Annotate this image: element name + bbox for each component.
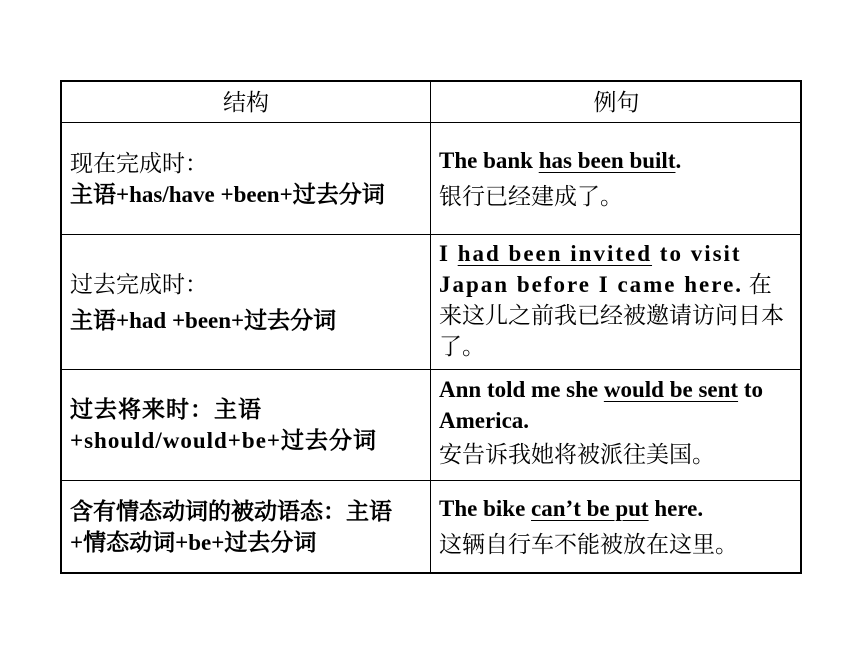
example-post: here. xyxy=(648,496,704,521)
example-cell xyxy=(431,481,800,572)
example-translation: 这辆自行车不能被放在这里。 xyxy=(439,532,738,557)
structure-line: 主语+has/have +been+过去分词 xyxy=(70,181,385,207)
structure-cell xyxy=(62,370,431,480)
table-header-row xyxy=(62,82,800,122)
table-row xyxy=(62,480,800,572)
example-underlined: can’t be put xyxy=(531,496,649,521)
header-structure: 结构 xyxy=(62,82,431,122)
structure-cell xyxy=(62,481,431,572)
example-underlined: has been built xyxy=(538,148,676,173)
example-underlined: would be sent xyxy=(603,377,739,402)
example-sentence xyxy=(439,238,794,362)
example-pre: Ann told me she xyxy=(439,377,604,402)
header-example: 例句 xyxy=(593,89,640,115)
example-post: to America. xyxy=(439,377,763,433)
example-underlined: had been invited xyxy=(457,241,653,266)
structure-cell xyxy=(62,123,431,234)
structure-line: 含有情态动词的被动语态：主语+情态动词+be+过去分词 xyxy=(70,498,392,555)
example-cell xyxy=(431,123,800,234)
structure-cell xyxy=(62,235,431,369)
table-row xyxy=(62,369,800,480)
example-sentence xyxy=(439,374,794,436)
table-row xyxy=(62,234,800,369)
grammar-table xyxy=(60,80,802,574)
structure-line: 现在完成时： xyxy=(70,150,208,176)
example-pre: The bike xyxy=(439,496,532,521)
table-row xyxy=(62,122,800,234)
example-translation: 安告诉我她将被派往美国。 xyxy=(439,442,715,467)
example-pre: I xyxy=(439,241,458,266)
example-cell xyxy=(431,370,800,480)
example-translation: 在来这儿之前我已经被邀请访问日本了。 xyxy=(439,272,784,359)
example-sentence xyxy=(439,145,794,176)
structure-line: 过去将来时：主语+should/would+be+过去分词 xyxy=(70,397,378,453)
example-translation: 银行已经建成了。 xyxy=(439,184,623,209)
structure-line: 过去完成时： xyxy=(70,271,208,297)
example-sentence xyxy=(439,493,794,524)
example-post: to visit Japan before I came here. xyxy=(439,241,744,297)
example-post: . xyxy=(675,148,682,173)
example-cell xyxy=(431,235,800,369)
example-pre: The bank xyxy=(439,148,539,173)
structure-line: 主语+had +been+过去分词 xyxy=(70,307,337,333)
